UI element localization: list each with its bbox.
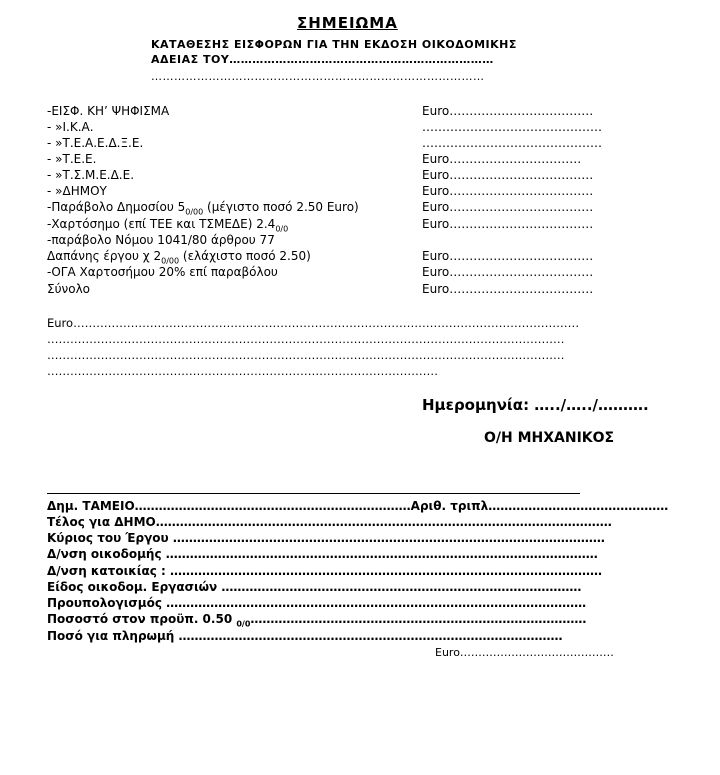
document-subtitle-line1: ΚΑΤΑΘΕΣΗΣ ΕΙΣΦΟΡΩΝ ΓΙΑ ΤΗΝ ΕΚΔΟΣΗ ΟΙΚΟΔΟΜΙΚΗΣ xyxy=(151,38,517,51)
item-label-paravolo-dimosiou xyxy=(47,200,359,216)
item-amount-kh-psifisma: Euro……………………………… xyxy=(422,104,594,118)
bottom-dnsi-katoikias: Δ/νση κατοικίας : ……………………………………………………………………………………………… xyxy=(47,564,602,578)
item-amount-synolo: Euro……………………………… xyxy=(422,282,594,296)
bottom-pososto-fraction: 0/0 xyxy=(236,619,251,629)
bottom-kyrios-ergou: Κύριος του Έργου ……………………………………………………………………………………………… xyxy=(47,531,605,545)
amount-in-words-line-1: Euro…………………………………………………………………………………………………………………… xyxy=(47,316,580,330)
item-label-tee: - »Τ.Ε.Ε. xyxy=(47,152,97,166)
bottom-proypologismos: Προυπολογισμός …………………………………………………………………………………………… xyxy=(47,596,587,610)
bottom-dnsi-oikodomis: Δ/νση οικοδομής ……………………………………………………………………………………………… xyxy=(47,547,598,561)
item-label-text: (μέγιστο ποσό 2.50 Euro) xyxy=(203,200,359,214)
item-label-text: -Χαρτόσημο (επί ΤΕΕ και ΤΣΜΕΔΕ) 2.4 xyxy=(47,217,276,231)
bottom-pososto xyxy=(47,612,586,628)
item-amount-ika: ……………………………………… xyxy=(422,120,602,134)
bottom-pososto-dots: ………………………………………………………………………… xyxy=(250,612,587,626)
bottom-euro-amount: Euro…………………………………… xyxy=(435,646,614,659)
item-label-dimou: - »ΔΗΜΟΥ xyxy=(47,184,107,198)
item-label-text: Δαπάνης έργου χ 2 xyxy=(47,249,162,263)
engineer-label: Ο/Η ΜΗΧΑΝΙΚΟΣ xyxy=(484,430,615,446)
item-label-kh-psifisma: -ΕΙΣΦ. ΚΗ’ ΨΗΦΙΣΜΑ xyxy=(47,104,170,118)
item-amount-dimou: Euro……………………………… xyxy=(422,184,594,198)
item-label-tsmede: - »Τ.Σ.Μ.Ε.Δ.Ε. xyxy=(47,168,135,182)
item-amount-oga: Euro……………………………… xyxy=(422,265,594,279)
bottom-eidos-ergasion: Είδος οικοδομ. Εργασιών ……………………………………………………………………………… xyxy=(47,580,582,594)
bottom-poso-pliromis: Ποσό για πληρωμή …………………………………………………………………………………… xyxy=(47,629,563,643)
item-amount-tee: Euro…………………………… xyxy=(422,152,582,166)
item-label-fraction: 0/00 xyxy=(185,207,204,217)
item-label-fraction: 0/00 xyxy=(161,256,180,266)
item-label-paravolo-nomou: -παράβολο Νόμου 1041/80 άρθρου 77 xyxy=(47,233,275,247)
amount-in-words-line-4: ………………………………………………………………………………………… xyxy=(47,364,438,378)
date-label: Ημερομηνία: …../…../………. xyxy=(422,396,649,414)
item-label-text: -Παράβολο Δημοσίου 5 xyxy=(47,200,186,214)
item-amount-tsmede: Euro……………………………… xyxy=(422,168,594,182)
item-label-synolo: Σύνολο xyxy=(47,282,91,296)
document-subtitle-line2: ΑΔΕΙΑΣ ΤΟΥ…………………………………………………………… xyxy=(151,53,494,66)
item-amount-dapanis-ergou: Euro……………………………… xyxy=(422,249,594,263)
item-label-fraction: 0/0 xyxy=(275,224,289,234)
amount-in-words-line-2: ……………………………………………………………………………………………………………………… xyxy=(47,332,565,346)
bottom-telos-dimou: Τέλος για ΔΗΜΟ…………………………………………………………………………………………………… xyxy=(47,515,612,529)
item-label-dapanis-ergou xyxy=(47,249,311,265)
item-amount-teaedxe: ……………………………………… xyxy=(422,136,602,150)
bottom-pososto-text: Ποσοστό στον προϋπ. 0.50 xyxy=(47,612,237,626)
amount-in-words-line-3: ……………………………………………………………………………………………………………………… xyxy=(47,348,565,362)
item-label-teaedxe: - »Τ.Ε.Α.Ε.Δ.Ξ.Ε. xyxy=(47,136,144,150)
item-label-oga: -ΟΓΑ Χαρτοσήμου 20% επί παραβόλου xyxy=(47,265,278,279)
item-label-ika: - »Ι.Κ.Α. xyxy=(47,120,94,134)
item-label-text: (ελάχιστο ποσό 2.50) xyxy=(179,249,311,263)
bottom-tameio: Δημ. ΤΑΜΕΙΟ……………………………………………………………Αριθ. τριπλ……………………………………… xyxy=(47,499,669,513)
document-subtitle-line3: …………………………………………………………………………… xyxy=(151,70,485,83)
item-amount-paravolo-dimosiou: Euro……………………………… xyxy=(422,200,594,214)
document-title: ΣΗΜΕΙΩΜΑ xyxy=(297,14,398,32)
section-divider xyxy=(47,493,580,494)
item-amount-xartosimo: Euro……………………………… xyxy=(422,217,594,231)
item-label-xartosimo xyxy=(47,217,288,233)
